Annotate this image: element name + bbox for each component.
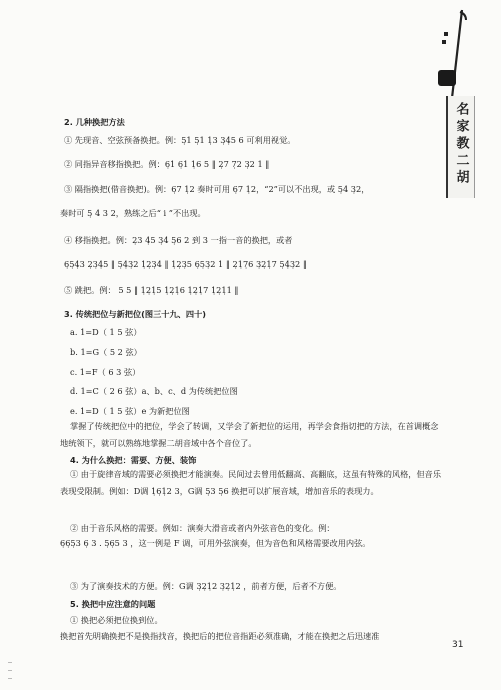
tuning-e: e. 1=D（ 1 5 弦）e 为新把位图 (70, 406, 190, 416)
note-one: ① 换把必须把位换到位。 (70, 615, 163, 625)
method-skip-finger-cont: 奏时可 5̣ 4 3 2，熟练之后“ i ”不出现。 (60, 208, 206, 218)
tuning-b: b. 1=G（ 5 2 弦） (70, 347, 142, 357)
erhu-emblem-icon (432, 8, 472, 100)
heading-notes: 5. 换把中应注意的问题 (70, 599, 156, 609)
method-skip-finger: ③ 隔指换把(借音换把)。例：6̣7 1̣2 奏时可用 6̣7 1̣2，“2”可以不出现，或 5̣4 3̣2， (64, 184, 370, 194)
method-jump: ⑤ 跳把。例： 5 5 ‖ 1̣2̣1̣5 1̣2̣1̣6 1̣2̣1̣7 1̣2̣1̣1 ‖ (64, 285, 239, 295)
margin-tick (8, 670, 12, 671)
method-same-finger: ② 同指异音移指换把。例：6̣1 6̣1 1̣6 5 ‖ 2̣7 7̣2 3̣2 1 ‖ (64, 159, 270, 169)
margin-tick (8, 662, 12, 663)
reason-technique: ③ 为了演奏技术的方便。例：G调 3̣2̣1̣2 3̣2̣1̣2 ，前者方便，后者不方便。 (70, 581, 342, 591)
reason-style-example: 6̣6̣5̣3 6̣ 3 . 5̣6̣5 3 ，这一例是 F 调，可用外弦演奏，但为音色和风格需要改用内弦。 (60, 538, 371, 548)
margin-tick (8, 678, 12, 679)
reason-range: ① 由于旋律音域的需要必须换把才能演奏。民间过去曾用低翻高、高翻底，这虽有特殊的风格，但音乐表现受限制。例如：D调 1̣6̣1̣2 3，G调 5̣3 5̣6 换把可以扩展音域，增加音乐的表现力。 (60, 469, 442, 496)
method-open-string: ① 先现音、空弦预备换把。例：5̣1 5̣1 1̣3 3̣4̣5 6 可利用视觉。 (64, 135, 296, 145)
reason-style: ② 由于音乐风格的需要。例如：演奏大滑音或者内外弦音色的变化。例： (70, 523, 335, 533)
tuning-a: a. 1=D（ 1 5 弦） (70, 327, 142, 337)
heading-positions: 3. 传统把位与新把位(图三十九、四十) (64, 309, 206, 319)
method-move-finger: ④ 移指换把。例：2̣3 4̣5 3̣4 5̣6 2 到 3 一指一音的换把，或者 (64, 235, 293, 245)
note-one-cont: 换把首先明确换把不是换指找音，换把后的把位音指距必须准确，才能在换把之后迅速准 (60, 631, 380, 641)
page-number: 31 (452, 640, 464, 650)
heading-change-position-methods: 2. 几种换把方法 (64, 117, 125, 127)
notation-sequence: 6̣5̣4̣3 2̣3̣4̣5 ‖ 5̣4̣3̣2 1̣2̣3̣4 ‖ 1̣2̣3̣5 6̣5̣3̣2 1 ‖ 2̣1̣7̣6 3̣2̣1̣7 5̣4̣3̣2 ‖ (64, 259, 307, 269)
banner-text: 名家教二胡 (453, 102, 469, 187)
tuning-c: c. 1=F（ 6 3 弦） (70, 367, 141, 377)
tuning-d: d. 1=C（ 2 6 弦）a、b、c、d 为传统把位图 (70, 386, 238, 396)
book-series-banner (446, 96, 475, 198)
paragraph-summary: 掌握了传统把位中的把位，学会了转调，又学会了新把位的运用，再学会食指切把的方法，在首调概念地统领下，就可以熟练地掌握二胡音域中各个音位了。 (60, 421, 439, 448)
heading-why-change: 4. 为什么换把：需要、方便、装饰 (70, 455, 197, 465)
